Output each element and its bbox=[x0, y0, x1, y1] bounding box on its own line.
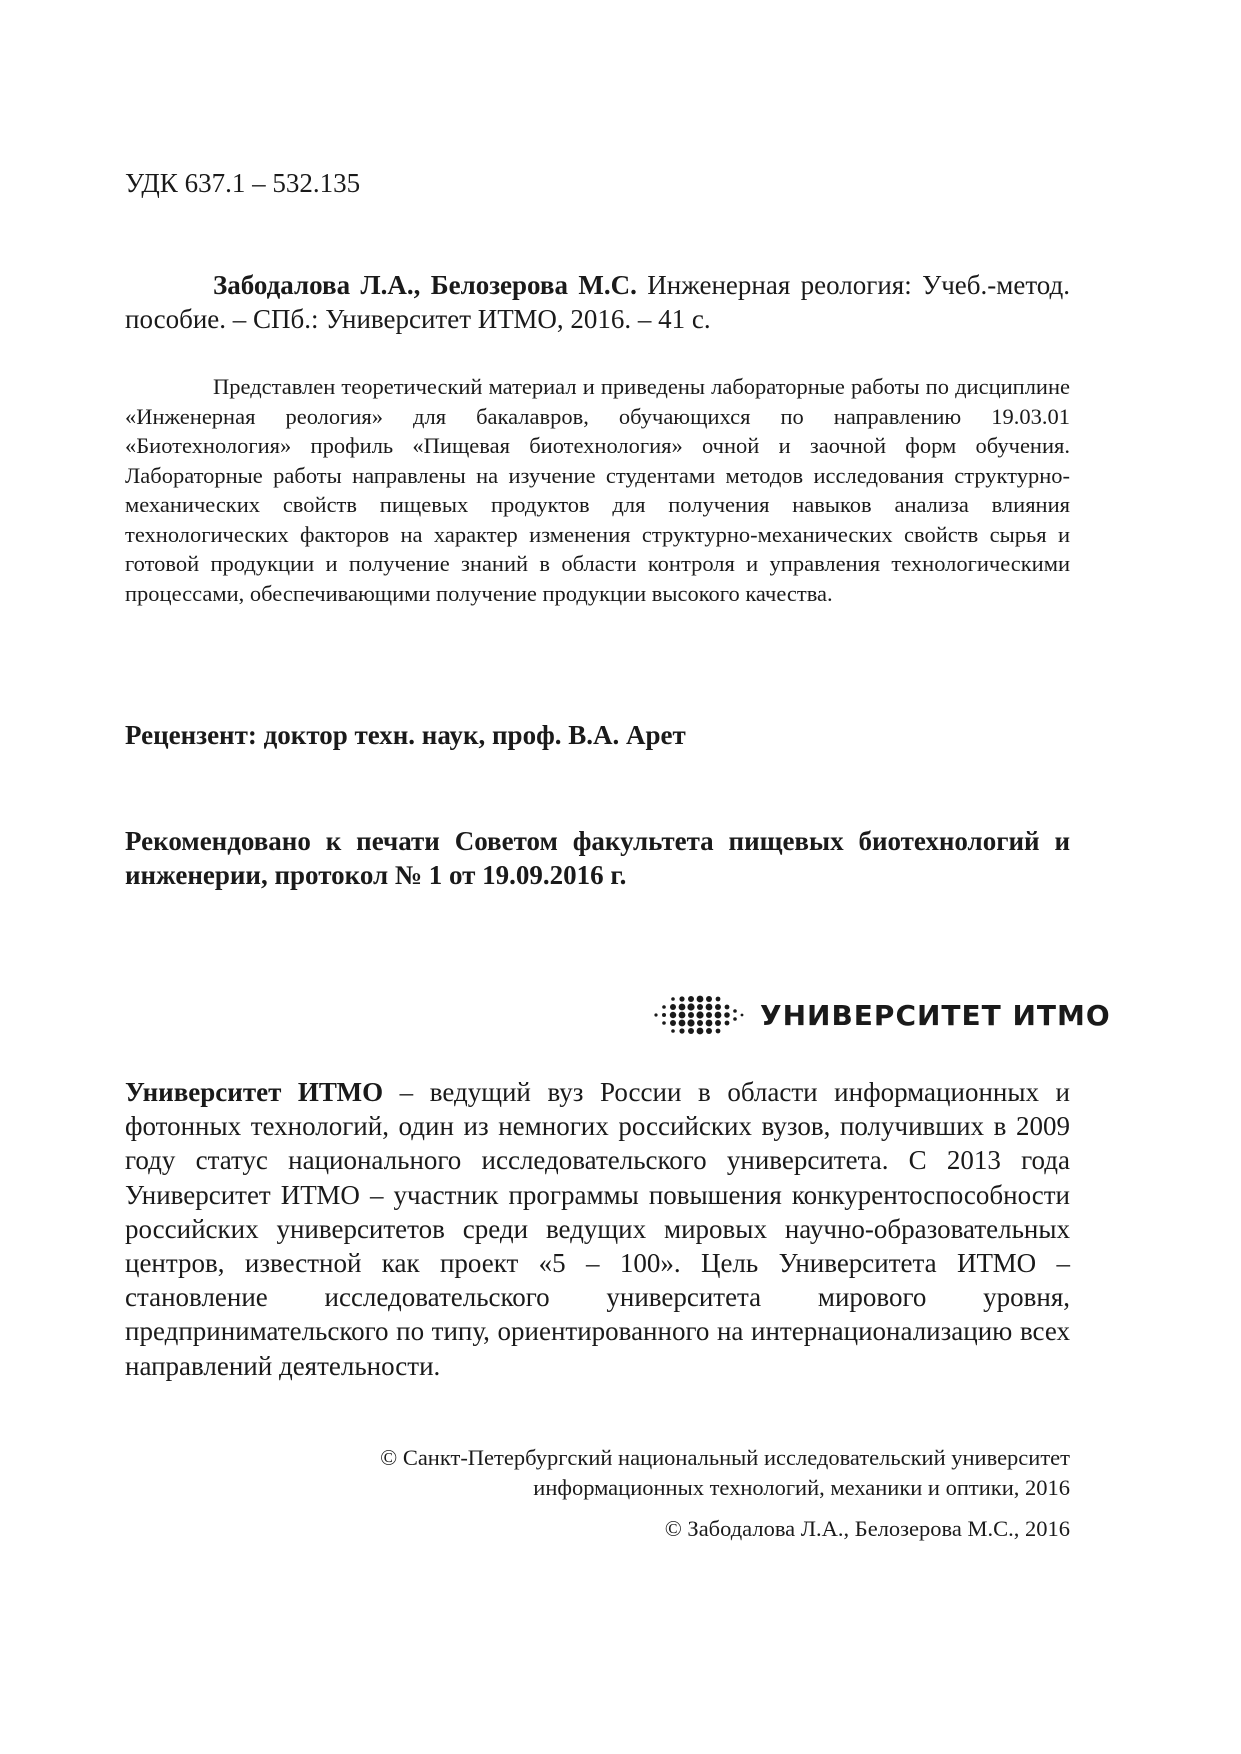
recommended-for-print: Рекомендовано к печати Советом факультета пищевых биотехнологий и инженерии, протокол № 1 от 19.09.2016 г. bbox=[125, 826, 1070, 890]
itmo-dots-logo-icon bbox=[652, 990, 744, 1040]
university-description bbox=[125, 1075, 1070, 1383]
logo-text: УНИВЕРСИТЕТ ИТМО bbox=[760, 998, 1111, 1032]
copyright-university: © Санкт-Петербургский национальный исследовательский университет информационных технологий, механики и оптики, 2016 bbox=[380, 1445, 1070, 1500]
udk-code: УДК 637.1 – 532.135 bbox=[125, 168, 361, 198]
reviewer-line: Рецензент: доктор техн. наук, проф. В.А. Арет bbox=[125, 720, 686, 750]
citation-authors: Забодалова Л.А., Белозерова М.С. bbox=[213, 270, 637, 300]
university-name: Университет ИТМО bbox=[125, 1077, 384, 1107]
copyright-authors: © Забодалова Л.А., Белозерова М.С., 2016 bbox=[664, 1516, 1070, 1541]
university-description-text: – ведущий вуз России в области информационных и фотонных технологий, один из немногих российских вузов, получивших в 2009 году статус национального исследовательского университета. С 2013 года Университет ИТМО – участник программы повышения конкурентоспособности российских университетов среди ведущих мировых научно-образовательных центров, известной как проект «5 – 100». Цель Университета ИТМО – становление исследовательского университета мирового уровня, предпринимательского по типу, ориентированного на интернационализацию всех направлений деятельности. bbox=[125, 1077, 1071, 1381]
citation-details: Инженерная реология: Учеб.-метод. пособие. – СПб.: Университет ИТМО, 2016. – 41 с. bbox=[125, 270, 1070, 334]
abstract-paragraph: Представлен теоретический материал и приведены лабораторные работы по дисциплине «Инженерная реология» для бакалавров, обучающихся по направлению 19.03.01 «Биотехнология» профиль «Пищевая биотехнология» очной и заочной форм обучения. Лабораторные работы направлены на изучение студентами методов исследования структурно-механических свойств пищевых продуктов для получения навыков анализа влияния технологических факторов на характер изменения структурно-механических свойств сырья и готовой продукции и получение знаний в области контроля и управления технологическими процессами, обеспечивающими получение продукции высокого качества. bbox=[125, 374, 1070, 606]
itmo-logo bbox=[652, 990, 1111, 1040]
bibliographic-citation bbox=[125, 268, 1070, 336]
